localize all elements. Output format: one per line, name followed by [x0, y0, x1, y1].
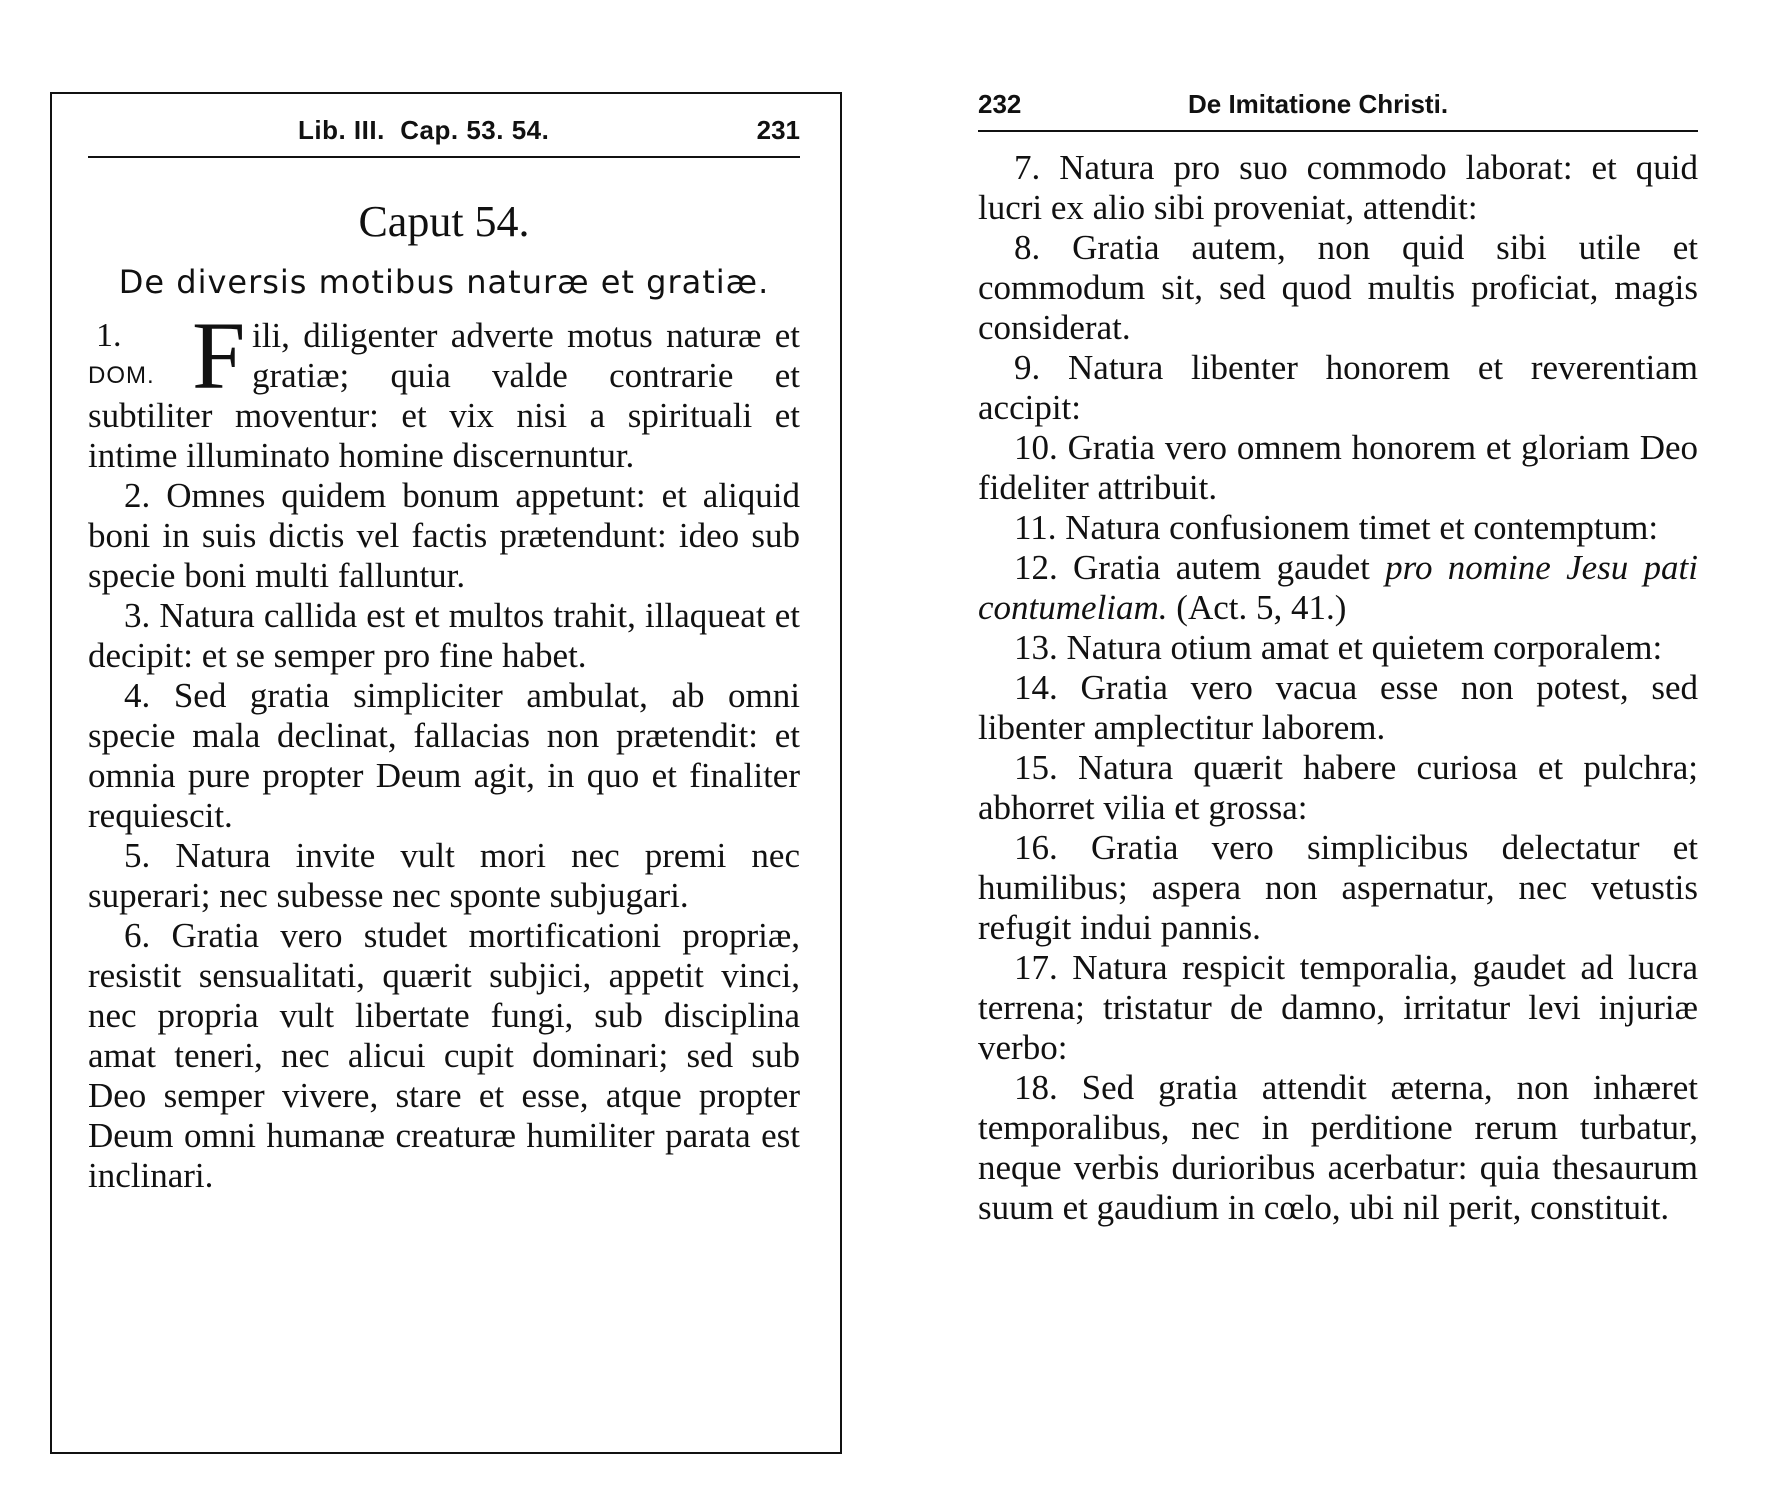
paragraph-3: 3. Natura callida est et multos trahit, illaqueat et decipit: et se semper pro fine habet.: [88, 596, 800, 675]
left-text-body: [88, 302, 800, 1196]
paragraph-7: 7. Natura pro suo commodo laborat: et quid lucri ex alio sibi proveniat, attendit:: [978, 148, 1698, 227]
paragraph-16: 16. Gratia vero simplicibus delectatur et humilibus; aspera non aspernatur, nec vetustis refugit indui pannis.: [978, 828, 1698, 947]
right-running-head: [978, 82, 1698, 126]
paragraph-5: 5. Natura invite vult mori nec premi nec superari; nec subesse nec sponte subjugari.: [88, 836, 800, 915]
paragraph-17: 17. Natura respicit temporalia, gaudet ad lucra terrena; tristatur de damno, irritatur levi injuriæ verbo:: [978, 948, 1698, 1067]
left-page-number: 231: [756, 115, 800, 145]
right-header-rule: [978, 130, 1698, 132]
right-text-body: [978, 148, 1698, 1228]
left-running-head: [88, 108, 800, 152]
paragraph-1-text: ili, diligenter adverte motus naturæ et gratiæ; quia valde contrarie et subtiliter moventur: et vix nisi a spirituali et intime illuminato homine discernuntur.: [88, 316, 800, 475]
paragraph-13: 13. Natura otium amat et quietem corporalem:: [1014, 628, 1663, 667]
paragraph-12-lead: 12. Gratia autem gaudet: [1014, 548, 1386, 587]
paragraph-9: 9. Natura libenter honorem et reverentiam accipit:: [978, 348, 1698, 427]
paragraph-1-number: 1.: [96, 317, 122, 354]
paragraph-4: 4. Sed gratia simpliciter ambulat, ab omni specie mala declinat, fallacias non prætendit: et omnia pure propter Deum agit, in quo et finaliter requiescit.: [88, 676, 800, 835]
chapter-subtitle: De diversis motibus naturæ et gratiæ.: [118, 263, 770, 301]
dropcap-block: [88, 302, 246, 409]
paragraph-12-italic: pro nomine Jesu pati contumeliam.: [978, 548, 1699, 627]
right-header-title: De Imitatione Christi.: [1188, 89, 1449, 119]
drop-cap: F: [192, 302, 246, 409]
left-header-title: Lib. III. Cap. 53. 54.: [298, 115, 550, 145]
paragraph-15: 15. Natura quærit habere curiosa et pulchra; abhorret vilia et grossa:: [978, 748, 1698, 827]
paragraph-2: 2. Omnes quidem bonum appetunt: et aliquid boni in suis dictis vel factis prætendunt: ideo sub specie boni multi falluntur.: [88, 476, 800, 595]
right-page: [978, 82, 1698, 1402]
paragraph-6: 6. Gratia vero studet mortificationi propriæ, resistit sensualitati, quærit subjici, appetit vinci, nec propria vult libertate fungi, sub disciplina amat teneri, nec alicui cupit dominari; sed sub Deo semper vivere, stare et esse, atque propter Deum omni humanæ creaturæ humiliter parata est inclinari.: [88, 916, 800, 1195]
paragraph-1: [88, 302, 800, 476]
paragraph-8: 8. Gratia autem, non quid sibi utile et commodum sit, sed quod multis proficiat, magis considerat.: [978, 228, 1698, 347]
right-page-number: 232: [978, 89, 1022, 119]
left-page: [50, 92, 842, 1454]
paragraph-12-tail: (Act. 5, 41.): [1167, 588, 1347, 627]
paragraph-12: [978, 548, 1698, 628]
chapter-title: Caput 54.: [358, 197, 530, 246]
paragraph-10: 10. Gratia vero omnem honorem et gloriam Deo fideliter attribuit.: [978, 428, 1698, 507]
left-header-rule: [88, 156, 800, 158]
dom-label: DOM.: [88, 362, 155, 389]
paragraph-18: 18. Sed gratia attendit æterna, non inhæret temporalibus, nec in perditione rerum turbatur, neque verbis durioribus acerbatur: quia thesaurum suum et gaudium in cœlo, ubi nil perit, constituit.: [978, 1068, 1698, 1227]
paragraph-11: 11. Natura confusionem timet et contemptum:: [1014, 508, 1659, 547]
paragraph-14: 14. Gratia vero vacua esse non potest, sed libenter amplectitur laborem.: [978, 668, 1698, 747]
